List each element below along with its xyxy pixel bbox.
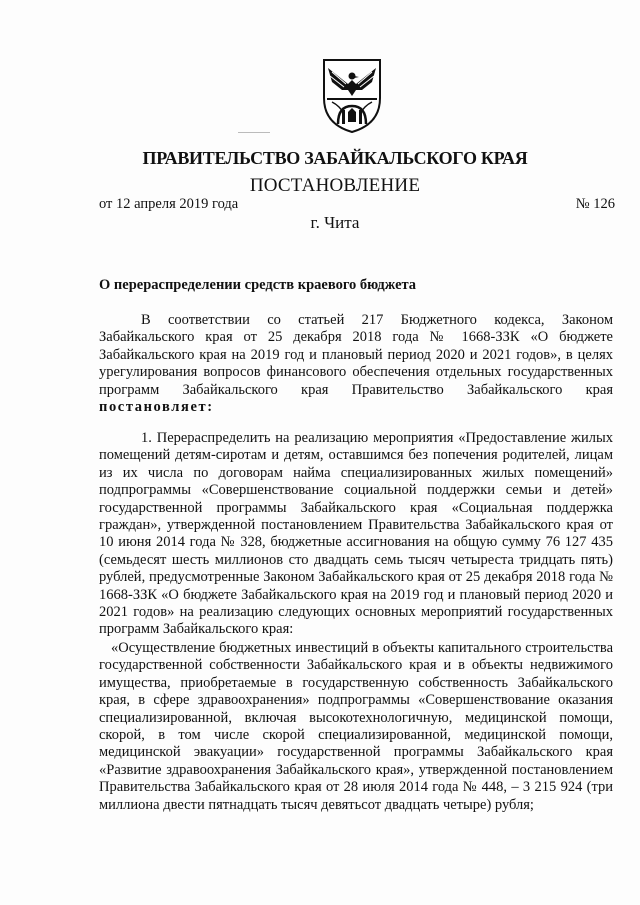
document-subject: О перераспределении средств краевого бюджета [99, 277, 417, 293]
document-type: ПОСТАНОВЛЕНИЕ [249, 175, 421, 196]
clause-block-2 [99, 640, 613, 814]
preamble-text: В соответствии со статьей 217 Бюджетного кодекса, Законом Забайкальского края от 25 декабря 2018 года № 1668-ЗЗК «О бюджете Забайкальского края на 2019 год и плановый период 2020 и 2021 годов», в целях урегулирования вопросов финансового обеспечения отдельных государственных программ Забайкальского края Правительство Забайкальского края [99, 312, 613, 398]
decree-word: постановляет: [99, 399, 214, 416]
clause-paragraph-2: «Осуществление бюджетных инвестиций в объекты капитального строительства государственной собственности Забайкальского края и в объекты недвижимого имущества, приобретаемые в государственную собственность Забайкальского края, в сфере здравоохранения» подпрограммы «Совершенствование оказания специализированной, включая высокотехнологичную, медицинской помощи, скорой, в том числе скорой специализированной, медицинской помощи, медицинской эвакуации» государственной программы Забайкальского края «Развитие здравоохранения Забайкальского края», утвержденной постановлением Правительства Забайкальского края от 28 июля 2014 года № 448, – 3 215 924 (три миллиона двести пятнадцать тысяч девятьсот двадцать четыре) рубля; [99, 640, 613, 813]
document-number: № 126 [575, 196, 615, 212]
government-title: ПРАВИТЕЛЬСТВО ЗАБАЙКАЛЬСКОГО КРАЯ [142, 148, 528, 168]
clause-block-1 [99, 430, 613, 639]
preamble-block [99, 312, 613, 416]
scan-mark [238, 132, 270, 133]
document-date: от 12 апреля 2019 года [99, 196, 239, 212]
preamble-paragraph [99, 312, 613, 416]
clause-paragraph-1: 1. Перераспределить на реализацию мероприятия «Предоставление жилых помещений детям-сиротам и детям, оставшимся без попечения родителей, лицам из их числа по договорам найма специализированных жилых помещений» подпрограммы «Совершенствование социальной поддержки семьи и детей» государственной программы Забайкальского края «Социальная поддержка граждан», утвержденной постановлением Правительства Забайкальского края от 10 июня 2014 года № 328, бюджетные ассигнования на общую сумму 76 127 435 (семьдесят шесть миллионов сто двадцать семь тысяч четыреста тридцать пять) рублей, предусмотренные Законом Забайкальского края от 25 декабря 2018 года № 1668-ЗЗК «О бюджете Забайкальского края на 2019 год и плановый период 2020 и 2021 годов» на реализацию следующих основных мероприятий государственных программ Забайкальского края: [99, 430, 613, 638]
document-city: г. Чита [310, 213, 360, 232]
coat-of-arms-icon [318, 54, 386, 134]
